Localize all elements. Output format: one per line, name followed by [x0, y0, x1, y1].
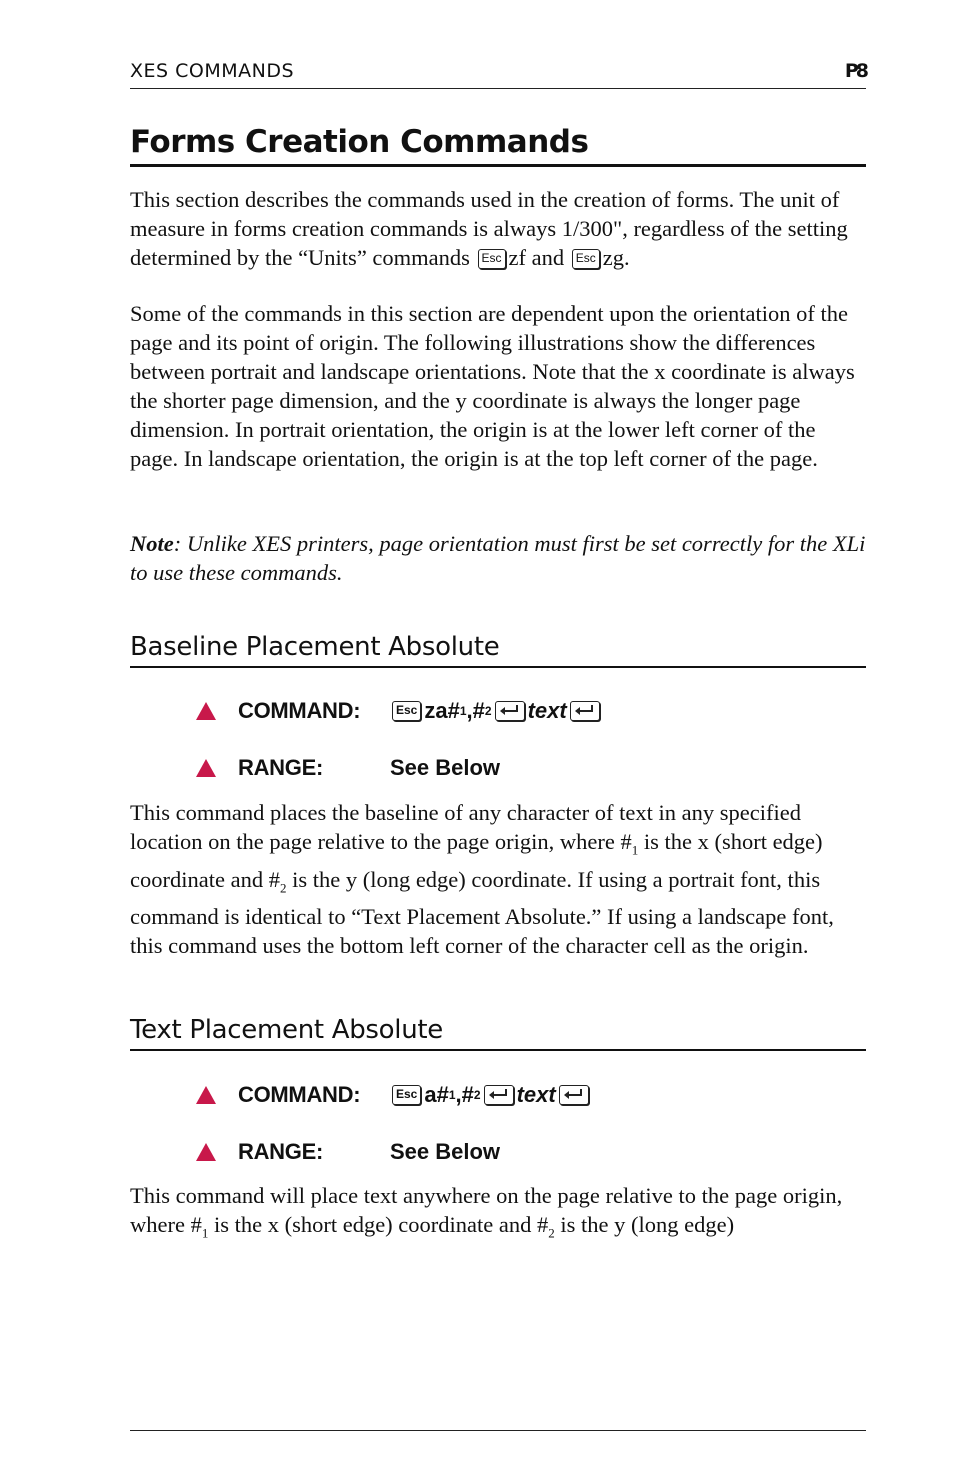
range-label: RANGE:: [238, 755, 323, 780]
command-sep: ,#: [466, 698, 485, 723]
desc-sub-1: 1: [631, 842, 639, 858]
esc-key-icon: Esc: [572, 249, 600, 269]
header-page-number: P8: [844, 60, 866, 82]
command-label: COMMAND:: [238, 1082, 361, 1107]
desc-sub-1: 1: [201, 1225, 209, 1241]
section-heading-baseline-placement: Baseline Placement Absolute: [130, 632, 866, 668]
triangle-bullet-icon: [196, 759, 216, 777]
command-sep: ,#: [455, 1082, 474, 1107]
running-header: [130, 60, 866, 89]
command-row: [196, 1078, 592, 1112]
return-key-icon: [495, 701, 525, 721]
intro-text-a: This section describes the commands used in the creation of forms. The unit of measure in forms creation commands is always 1/300", regardless of the setting determined by the “Units” commands: [130, 187, 848, 270]
triangle-bullet-icon: [196, 1143, 216, 1161]
subscript-2: 2: [484, 704, 492, 718]
return-key-icon: [559, 1085, 589, 1105]
footer-rule: [130, 1430, 866, 1431]
desc-sub-2: 2: [279, 880, 287, 895]
subscript-1: 1: [448, 1088, 456, 1102]
range-value: See Below: [390, 1139, 501, 1164]
text-placement-description: [130, 1181, 866, 1248]
command-prefix: a#: [424, 1082, 449, 1107]
esc-key-icon: Esc: [392, 701, 421, 721]
triangle-bullet-icon: [196, 1086, 216, 1104]
command-text-word: text: [527, 698, 567, 723]
range-row: [196, 1135, 500, 1169]
desc-text: is the y (long edge) coordinate. If using a portrait font, this command is identical to “Text Placement Absolute.” If using a landscape font, this command uses the bottom left corner of the character cell as the origin.: [130, 866, 834, 958]
header-section-title: XES COMMANDS: [130, 60, 295, 82]
desc-text: is the x (short edge) coordinate and #: [208, 1212, 549, 1237]
page-title: Forms Creation Commands: [130, 124, 866, 167]
triangle-bullet-icon: [196, 702, 216, 720]
subscript-2: 2: [473, 1088, 481, 1102]
command-syntax: [390, 698, 603, 724]
esc-key-icon: Esc: [478, 249, 506, 269]
desc-text: is the y (long edge): [554, 1212, 735, 1237]
command-row: [196, 694, 603, 728]
return-key-icon: [484, 1085, 514, 1105]
note-lead: Note: [130, 531, 174, 556]
section-heading-text-placement: Text Placement Absolute: [130, 1015, 866, 1051]
baseline-description: [130, 798, 866, 960]
intro-paragraph-1: [130, 185, 866, 272]
command-text-word: text: [516, 1082, 556, 1107]
subscript-1: 1: [459, 704, 467, 718]
desc-text: This command will place text anywhere on the page relative to the page origin, where #: [130, 1183, 843, 1237]
command-label: COMMAND:: [238, 698, 361, 723]
intro-text-b: zf and: [508, 245, 570, 270]
esc-key-icon: Esc: [392, 1085, 421, 1105]
range-value: See Below: [390, 755, 501, 780]
note-text: : Unlike XES printers, page orientation must first be set correctly for the XLi to use these commands.: [130, 531, 866, 585]
range-row: [196, 751, 500, 785]
desc-text: is the x (short edge) coordinate and #: [130, 829, 823, 892]
intro-paragraph-2: Some of the commands in this section are dependent upon the orientation of the page and its point of origin. The following illustrations show the differences between portrait and landscape orientations. Note that the x coordinate is always the shorter page dimension, and the y coordinate is always the longer page dimension. In portrait orientation, the origin is at the lower left corner of the page. In landscape orientation, the origin is at the top left corner of the page.: [130, 301, 855, 471]
desc-text: This command places the baseline of any character of text in any specified location on the page relative to the page origin, where #: [130, 800, 801, 854]
range-label: RANGE:: [238, 1139, 323, 1164]
note-paragraph: [130, 529, 866, 587]
desc-sub-2: 2: [548, 1225, 555, 1241]
command-prefix: za#: [424, 698, 460, 723]
intro-text-c: zg.: [602, 245, 630, 270]
return-key-icon: [570, 701, 600, 721]
command-syntax: [390, 1082, 592, 1108]
